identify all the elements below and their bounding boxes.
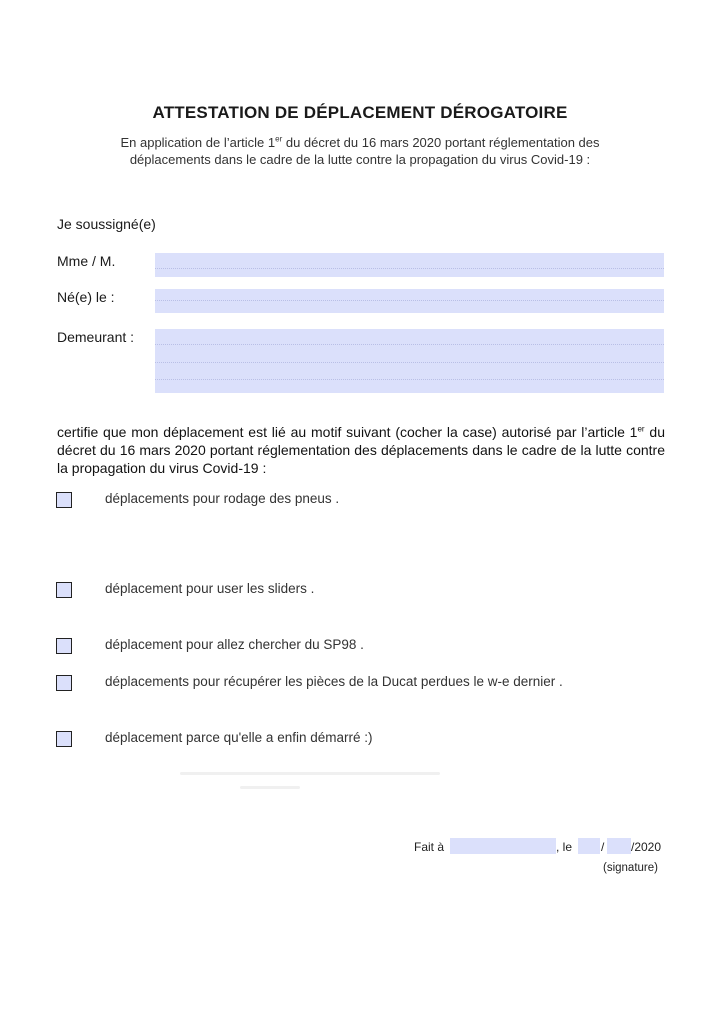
subtitle-line-2: déplacements dans le cadre de la lutte contre la propagation du virus Covid-19 : [129,152,591,167]
option-checkbox[interactable] [56,582,72,598]
year-text: /2020 [631,840,662,854]
subtitle-text-end: du décret du 16 mars 2020 portant réglementation des [282,135,600,150]
certification-text-start: certifie que mon déplacement est lié au motif suivant (cocher la case) autorisé par l’article 1 [57,424,638,440]
address-field-dotted-line [155,362,664,363]
document-subtitle [70,134,650,168]
option-row [0,582,720,604]
option-row [0,731,720,753]
address-field[interactable] [155,329,664,393]
place-label: Fait à [414,840,445,854]
option-checkbox[interactable] [56,731,72,747]
day-field[interactable] [578,838,600,854]
option-checkbox[interactable] [56,638,72,654]
date-label: , le [556,840,573,854]
option-row [0,675,720,697]
certification-superscript: er [637,424,645,434]
signature-label: (signature) [603,862,658,874]
option-label: déplacement pour allez chercher du SP98 . [105,637,364,652]
name-field[interactable] [155,253,664,277]
option-label: déplacement parce qu'elle a enfin démarré :) [105,730,373,745]
option-label: déplacement pour user les sliders . [105,581,315,596]
document-title: ATTESTATION DE DÉPLACEMENT DÉROGATOIRE [152,103,568,122]
month-field[interactable] [607,838,631,854]
name-label: Mme / M. [57,253,116,269]
option-checkbox[interactable] [56,492,72,508]
subtitle-superscript: er [275,134,283,144]
option-checkbox[interactable] [56,675,72,691]
certification-paragraph [57,423,665,477]
option-label: déplacements pour récupérer les pièces de la Ducat perdues le w-e dernier . [105,674,563,689]
erased-text-trace [180,772,440,775]
option-row [0,638,720,660]
address-field-dotted-line [155,344,664,345]
address-field-dotted-line [155,379,664,380]
option-row [0,492,720,514]
address-label: Demeurant : [57,329,135,345]
name-field-dotted-line [155,268,664,269]
option-label: déplacements pour rodage des pneus . [105,491,340,506]
erased-text-trace [240,786,300,789]
date-separator: / [601,840,605,854]
birth-date-label: Né(e) le : [57,289,115,305]
intro-label: Je soussigné(e) [57,216,156,232]
birth-date-field[interactable] [155,289,664,313]
certification-text-end: du décret du 16 mars 2020 portant réglementation des déplacements dans le cadre de la lutte contre la propagation du virus Covid-19 : [57,424,665,476]
birth-field-dotted-line [155,300,664,301]
place-field[interactable] [450,838,556,854]
subtitle-text-start: En application de l’article 1 [120,135,276,150]
